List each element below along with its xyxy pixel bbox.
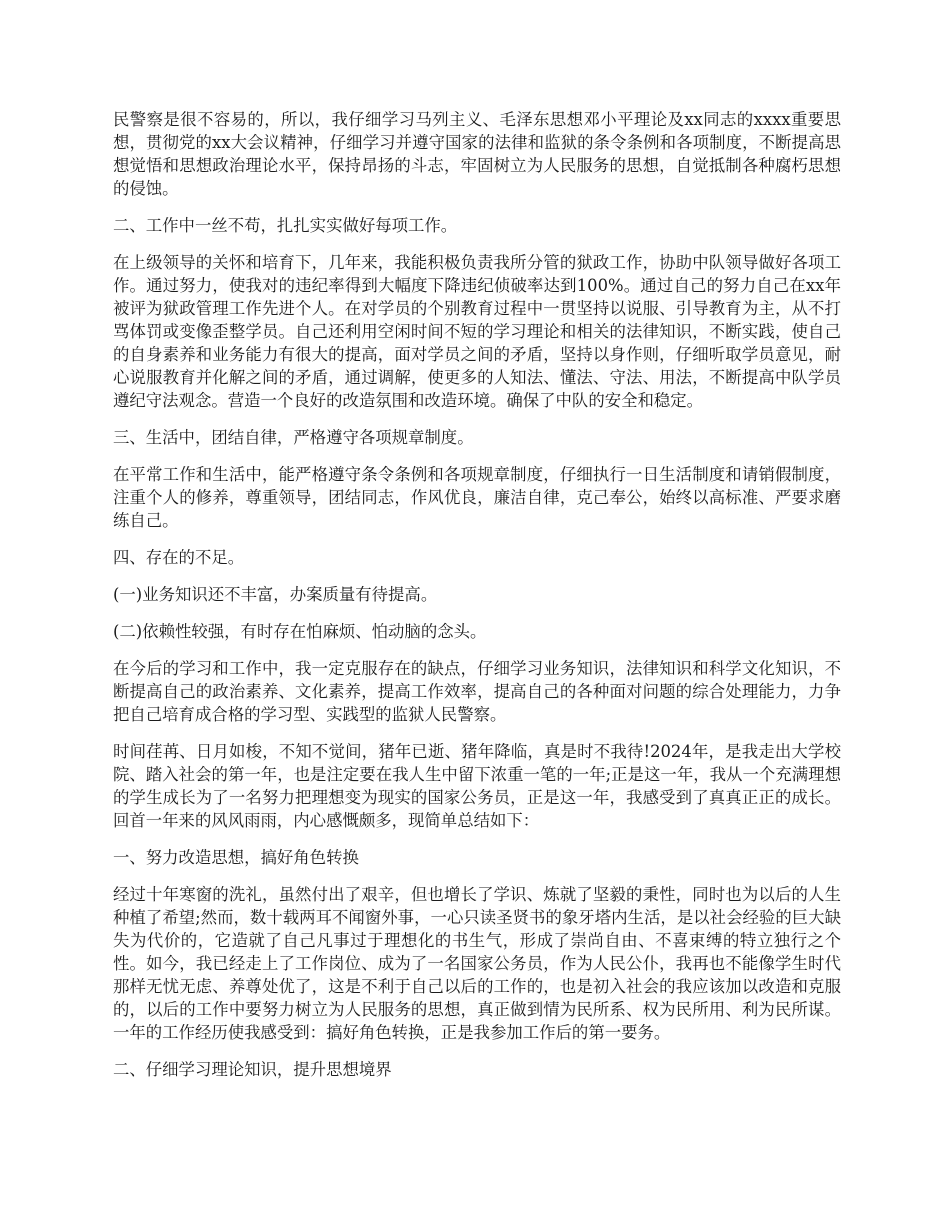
heading-role-transformation: 一、努力改造思想，搞好角色转换 [113, 848, 359, 867]
heading-theory-study: 二、仔细学习理论知识，提升思想境界 [113, 1060, 392, 1079]
list-item-shortcoming-2: (二)依赖性较强，有时存在怕麻烦、怕动脑的念头。 [113, 622, 487, 641]
heading-life-discipline: 三、生活中，团结自律，严格遵守各项规章制度。 [113, 428, 474, 447]
heading-shortcomings: 四、存在的不足。 [113, 548, 245, 567]
paragraph-future-plans: 在今后的学习和工作中，我一定克服存在的缺点，仔细学习业务知识，法律知识和科学文化知识，不断提高自己的政治素养、文化素养，提高工作效率，提高自己的各种面对问题的综合处理能力，力争把自己培育成合格的学习型、实践型的监狱人民警察。 [113, 659, 841, 724]
paragraph-life-discipline: 在平常工作和生活中，能严格遵守条令条例和各项规章制度，仔细执行一日生活制度和请销假制度，注重个人的修养，尊重领导，团结同志，作风优良，廉洁自律，克己奉公，始终以高标准、严要求磨练自己。 [113, 465, 841, 530]
paragraph-role-transformation: 经过十年寒窗的洗礼，虽然付出了艰辛，但也增长了学识、炼就了坚毅的秉性，同时也为以后的人生种植了希望;然而，数十载两耳不闻窗外事，一心只读圣贤书的象牙塔内生活，是以社会经验的巨大缺失为代价的，它造就了自己凡事过于理想化的书生气，形成了崇尚自由、不喜束缚的特立独行之个性。如今，我已经走上了工作岗位、成为了一名国家公务员，作为人民公仆，我再也不能像学生时代那样无忧无虑、养尊处优了，这是不利于自己以后的工作的，也是初入社会的我应该加以改造和克服的，以后的工作中要努力树立为人民服务的思想，真正做到情为民所系、权为民所用、利为民所谋。一年的工作经历使我感受到：搞好角色转换，正是我参加工作后的第一要务。 [113, 885, 841, 1042]
paragraph-year-review-intro: 时间荏苒、日月如梭，不知不觉间，猪年已逝、猪年降临，真是时不我待!2024年，是我走出大学校院、踏入社会的第一年，也是注定要在我人生中留下浓重一笔的一年;正是这一年，我从一个充满理想的学生成长为了一名努力把理想变为现实的国家公务员，正是这一年，我感受到了真真正正的成长。回首一年来的风风雨雨，内心感慨颇多，现简单总结如下： [113, 742, 841, 830]
document-page [113, 108, 841, 1095]
paragraph-work-achievements: 在上级领导的关怀和培育下，几年来，我能积极负责我所分管的狱政工作，协助中队领导做好各项工作。通过努力，使我对的违纪率得到大幅度下降违纪侦破率达到100%。通过自己的努力自己在xx年被评为狱政管理工作先进个人。在对学员的个别教育过程中一贯坚持以说服、引导教育为主，从不打骂体罚或变像歪整学员。自己还利用空闲时间不短的学习理论和相关的法律知识，不断实践，使自己的自身素养和业务能力有很大的提高，面对学员之间的矛盾，坚持以身作则，仔细听取学员意见，耐心说服教育并化解之间的矛盾，通过调解，使更多的人知法、懂法、守法、用法，不断提高中队学员遵纪守法观念。营造一个良好的改造氛围和改造环境。确保了中队的安全和稳定。 [113, 253, 841, 410]
list-item-shortcoming-1: (一)业务知识还不丰富，办案质量有待提高。 [113, 585, 438, 604]
paragraph-political-study: 民警察是很不容易的，所以，我仔细学习马列主义、毛泽东思想邓小平理论及xx同志的xxxx重要思想，贯彻党的xx大会议精神，仔细学习并遵守国家的法律和监狱的条令条例和各项制度，不断提高思想觉悟和思想政治理论水平，保持昂扬的斗志，牢固树立为人民服务的思想，自觉抵制各种腐朽思想的侵蚀。 [113, 110, 841, 198]
heading-work-diligence: 二、工作中一丝不苟，扎扎实实做好每项工作。 [113, 216, 458, 235]
